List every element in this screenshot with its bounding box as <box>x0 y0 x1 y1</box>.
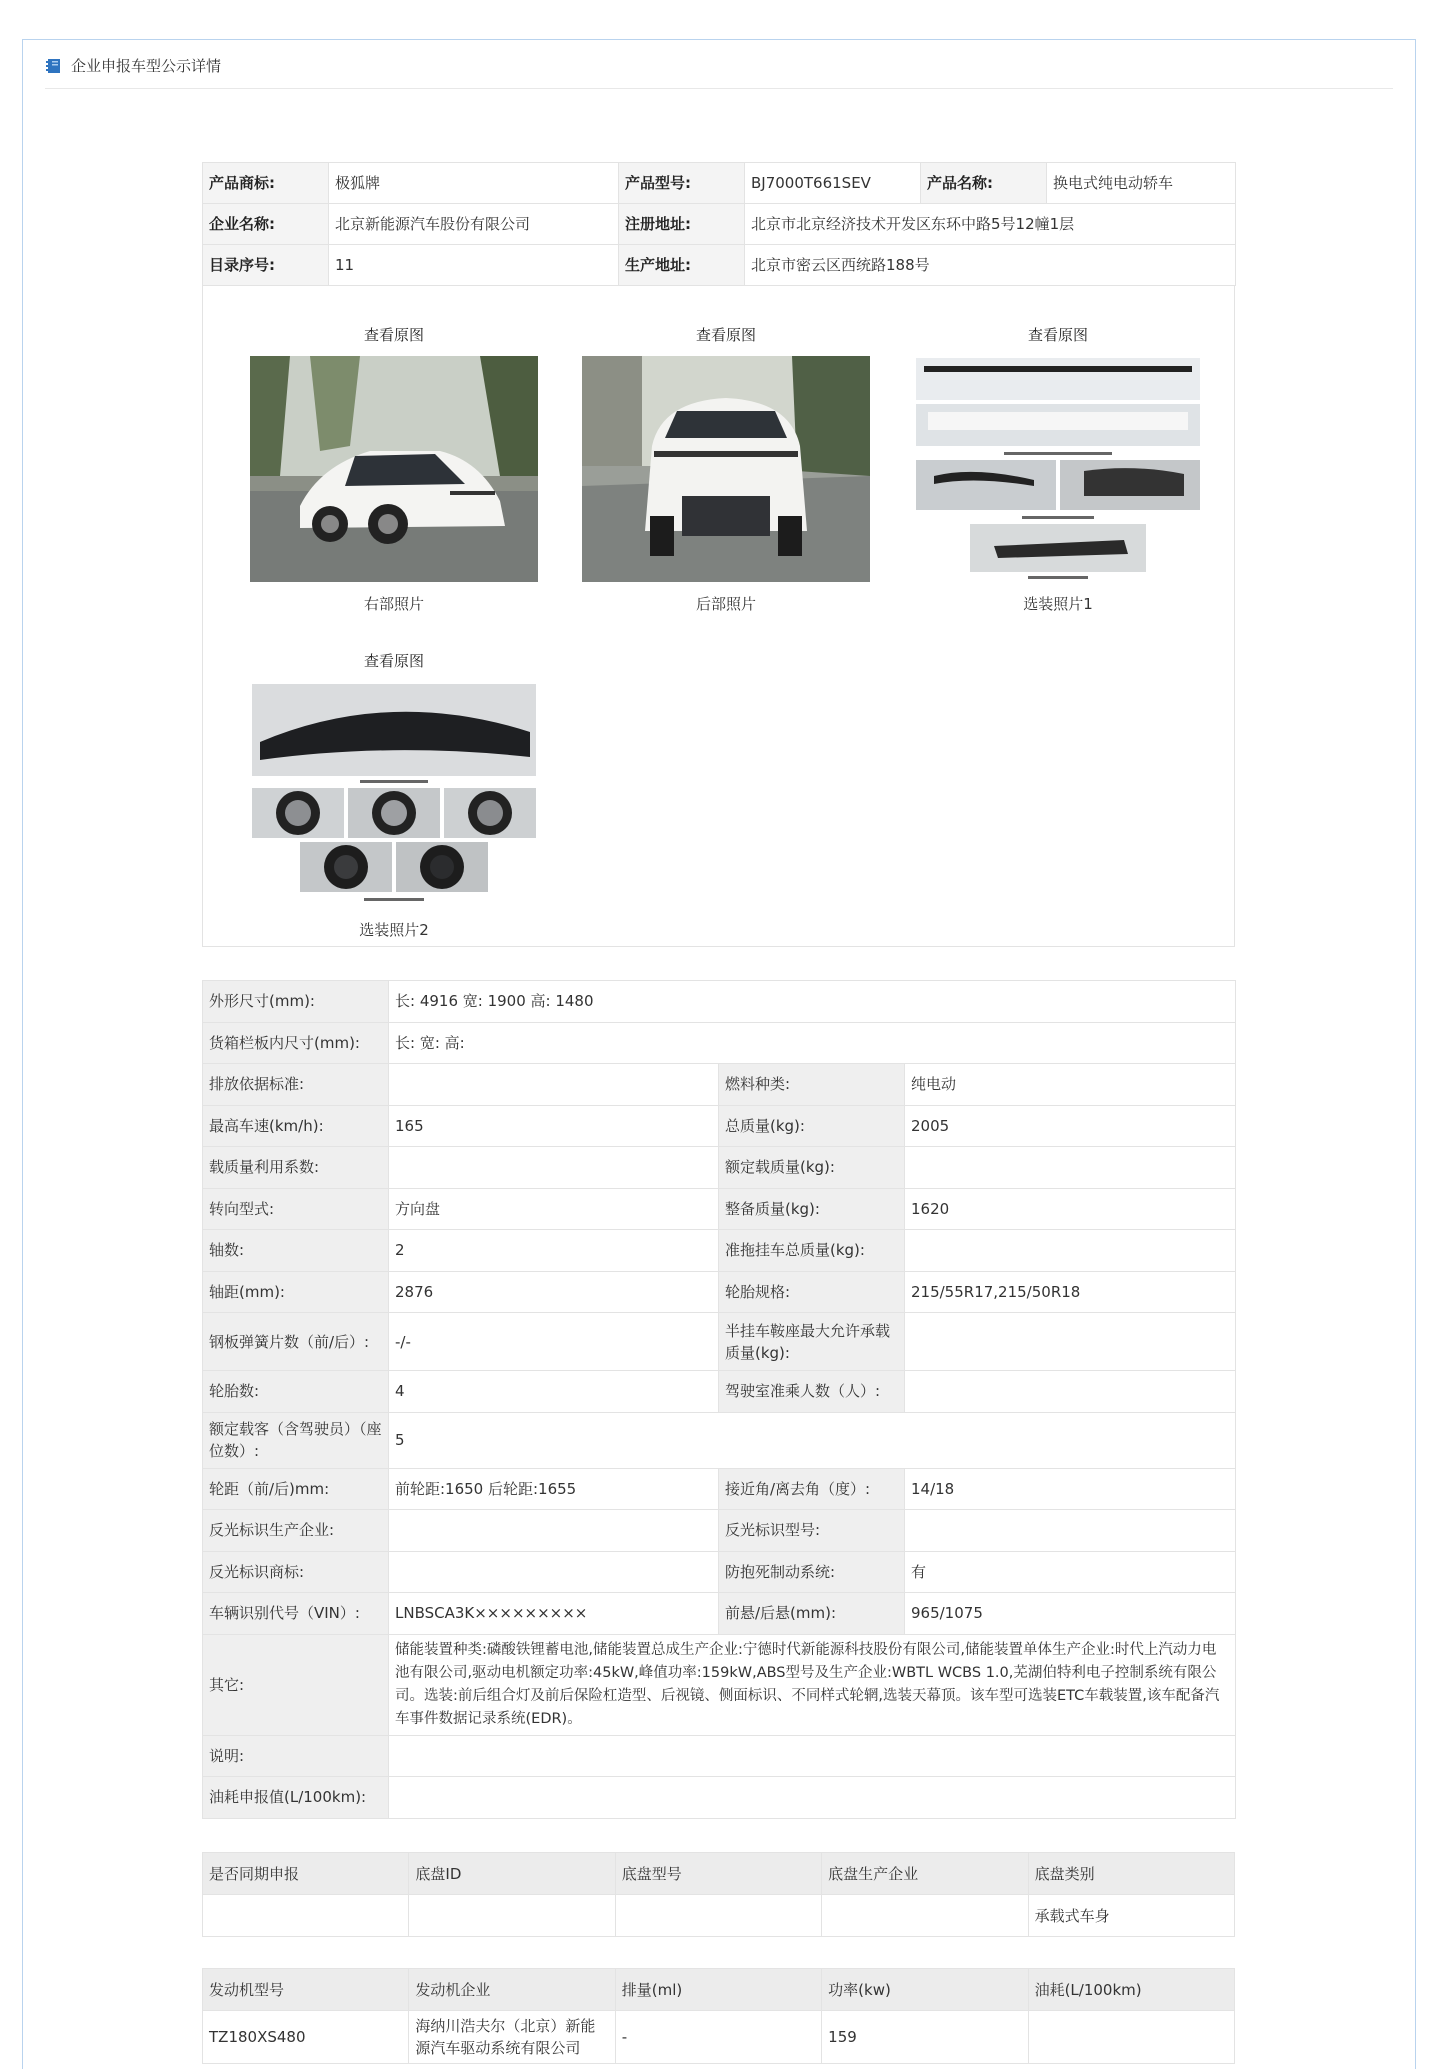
view-original-link[interactable]: 查看原图 <box>1027 326 1088 344</box>
column-header: 功率(kw) <box>822 1969 1028 2011</box>
angle-value: 14/18 <box>905 1468 1236 1510</box>
photo-option-2 <box>249 650 539 940</box>
table-row <box>203 1064 1236 1106</box>
mass-value: 2005 <box>905 1105 1236 1147</box>
dims-value: 长: 4916 宽: 1900 高: 1480 <box>389 981 1236 1023</box>
overhang-label: 前悬/后悬(mm): <box>719 1593 905 1635</box>
tyre-label: 轮胎规格: <box>719 1271 905 1313</box>
rear-photo[interactable] <box>582 356 870 582</box>
table-row <box>203 1510 1236 1552</box>
reg-address-value: 北京市北京经济技术开发区东环中路5号12幢1层 <box>745 204 1236 245</box>
table-cell <box>203 1895 409 1937</box>
table-cell: 海纳川浩夫尔（北京）新能源汽车驱动系统有限公司 <box>409 2011 615 2064</box>
photo-option-1 <box>913 324 1203 614</box>
photo-rear <box>581 324 871 614</box>
mass-label: 总质量(kg): <box>719 1105 905 1147</box>
refl-model-label: 反光标识型号: <box>719 1510 905 1552</box>
cab-value <box>905 1371 1236 1413</box>
cargo-value: 长: 宽: 高: <box>389 1022 1236 1064</box>
spring-value: -/- <box>389 1313 719 1371</box>
other-label: 其它: <box>203 1634 389 1735</box>
detail-panel <box>22 39 1416 2069</box>
note-value <box>389 1735 1236 1777</box>
table-row <box>203 1271 1236 1313</box>
model-value: BJ7000T661SEV <box>745 163 921 204</box>
load-coef-label: 载质量利用系数: <box>203 1147 389 1189</box>
table-cell: - <box>615 2011 821 2064</box>
table-row <box>203 163 1236 204</box>
tyre-value: 215/55R17,215/50R18 <box>905 1271 1236 1313</box>
fuel-cons-value <box>389 1777 1236 1819</box>
abs-label: 防抱死制动系统: <box>719 1551 905 1593</box>
photo-caption: 后部照片 <box>695 595 756 613</box>
axles-value: 2 <box>389 1230 719 1272</box>
dims-label: 外形尺寸(mm): <box>203 981 389 1023</box>
abs-value: 有 <box>905 1551 1236 1593</box>
track-label: 轮距（前/后)mm: <box>203 1468 389 1510</box>
table-row <box>203 1022 1236 1064</box>
curb-label: 整备质量(kg): <box>719 1188 905 1230</box>
model-label: 产品型号: <box>619 163 745 204</box>
trailer-label: 准拖挂车总质量(kg): <box>719 1230 905 1272</box>
angle-label: 接近角/离去角（度）: <box>719 1468 905 1510</box>
axles-label: 轴数: <box>203 1230 389 1272</box>
seats-label: 额定载客（含驾驶员）（座位数）: <box>203 1412 389 1468</box>
prod-address-value: 北京市密云区西统路188号 <box>745 245 1236 286</box>
speed-value: 165 <box>389 1105 719 1147</box>
chassis-table <box>202 1852 1235 1937</box>
table-row <box>203 1188 1236 1230</box>
table-cell <box>1028 2011 1234 2064</box>
view-original-link[interactable]: 查看原图 <box>363 652 424 670</box>
table-row <box>203 1105 1236 1147</box>
brand-value: 极狐牌 <box>329 163 619 204</box>
table-row <box>203 1468 1236 1510</box>
basic-info-table <box>202 162 1235 286</box>
prod-address-label: 生产地址: <box>619 245 745 286</box>
wheelbase-value: 2876 <box>389 1271 719 1313</box>
table-row <box>203 1735 1236 1777</box>
table-cell <box>822 1895 1028 1937</box>
overhang-value: 965/1075 <box>905 1593 1236 1635</box>
refl-maker-label: 反光标识生产企业: <box>203 1510 389 1552</box>
vin-label: 车辆识别代号（VIN）: <box>203 1593 389 1635</box>
table-cell: 159 <box>822 2011 1028 2064</box>
column-header: 底盘ID <box>409 1853 615 1895</box>
option-photo-2[interactable] <box>250 682 538 908</box>
table-header-row <box>203 1853 1235 1895</box>
table-row <box>203 1371 1236 1413</box>
saddle-label: 半挂车鞍座最大允许承载质量(kg): <box>719 1313 905 1371</box>
spring-label: 钢板弹簧片数（前/后）: <box>203 1313 389 1371</box>
table-row <box>203 1412 1236 1468</box>
company-label: 企业名称: <box>203 204 329 245</box>
note-label: 说明: <box>203 1735 389 1777</box>
wheelbase-label: 轴距(mm): <box>203 1271 389 1313</box>
saddle-value <box>905 1313 1236 1371</box>
name-label: 产品名称: <box>921 163 1047 204</box>
column-header: 底盘类别 <box>1028 1853 1234 1895</box>
vin-value: LNBSCA3K××××××××× <box>389 1593 719 1635</box>
column-header: 底盘生产企业 <box>822 1853 1028 1895</box>
table-row <box>203 1147 1236 1189</box>
table-row <box>203 1895 1235 1937</box>
table-row <box>203 1313 1236 1371</box>
tyres-num-label: 轮胎数: <box>203 1371 389 1413</box>
cargo-label: 货箱栏板内尺寸(mm): <box>203 1022 389 1064</box>
catalog-label: 目录序号: <box>203 245 329 286</box>
load-coef-value <box>389 1147 719 1189</box>
photo-caption: 选装照片1 <box>1023 595 1093 613</box>
name-value: 换电式纯电动轿车 <box>1047 163 1236 204</box>
table-row <box>203 1230 1236 1272</box>
trailer-value <box>905 1230 1236 1272</box>
other-value: 储能装置种类:磷酸铁锂蓄电池,储能装置总成生产企业:宁德时代新能源科技股份有限公司,储能装置单体生产企业:时代上汽动力电池有限公司,驱动电机额定功率:45kW,峰值功率:159kW,ABS型号及生产企业:WBTL WCBS 1.0,芜湖伯特利电子控制系统有限公司。选装:前后组合灯及前后保险杠造型、后视镜、侧面标识、不同样式轮辋,选装天幕顶。该车型可选装ETC车载装置,该车配备汽车事件数据记录系统(EDR)。 <box>389 1634 1236 1735</box>
page-title: 企业申报车型公示详情 <box>71 57 222 75</box>
table-row <box>203 981 1236 1023</box>
right-side-photo[interactable] <box>250 356 538 582</box>
fuel-cons-label: 油耗申报值(L/100km): <box>203 1777 389 1819</box>
table-cell <box>409 1895 615 1937</box>
view-original-link[interactable]: 查看原图 <box>363 326 424 344</box>
table-row <box>203 1777 1236 1819</box>
reg-address-label: 注册地址: <box>619 204 745 245</box>
table-cell <box>615 1895 821 1937</box>
column-header: 发动机型号 <box>203 1969 409 2011</box>
emission-label: 排放依据标准: <box>203 1064 389 1106</box>
table-row <box>203 245 1236 286</box>
brand-label: 产品商标: <box>203 163 329 204</box>
table-row <box>203 1634 1236 1735</box>
table-row <box>203 1551 1236 1593</box>
steer-label: 转向型式: <box>203 1188 389 1230</box>
photo-caption: 右部照片 <box>363 595 424 613</box>
track-value: 前轮距:1650 后轮距:1655 <box>389 1468 719 1510</box>
refl-brand-label: 反光标识商标: <box>203 1551 389 1593</box>
photo-gallery <box>202 286 1235 947</box>
table-row <box>203 1593 1236 1635</box>
curb-value: 1620 <box>905 1188 1236 1230</box>
steer-value: 方向盘 <box>389 1188 719 1230</box>
emission-value <box>389 1064 719 1106</box>
column-header: 排量(ml) <box>615 1969 821 2011</box>
speed-label: 最高车速(km/h): <box>203 1105 389 1147</box>
column-header: 发动机企业 <box>409 1969 615 2011</box>
fuel-label: 燃料种类: <box>719 1064 905 1106</box>
photo-caption: 选装照片2 <box>359 921 429 939</box>
table-row <box>203 204 1236 245</box>
company-value: 北京新能源汽车股份有限公司 <box>329 204 619 245</box>
view-original-link[interactable]: 查看原图 <box>695 326 756 344</box>
refl-maker-value <box>389 1510 719 1552</box>
book-icon <box>46 58 61 74</box>
table-cell: 承载式车身 <box>1028 1895 1234 1937</box>
column-header: 底盘型号 <box>615 1853 821 1895</box>
photo-right <box>249 324 539 614</box>
catalog-value: 11 <box>329 245 619 286</box>
refl-model-value <box>905 1510 1236 1552</box>
rated-load-label: 额定载质量(kg): <box>719 1147 905 1189</box>
cab-label: 驾驶室准乘人数（人）: <box>719 1371 905 1413</box>
specs-table <box>202 980 1235 1819</box>
fuel-value: 纯电动 <box>905 1064 1236 1106</box>
option-photo-1[interactable] <box>914 356 1202 582</box>
tyres-num-value: 4 <box>389 1371 719 1413</box>
refl-brand-value <box>389 1551 719 1593</box>
table-header-row <box>203 1969 1235 2011</box>
column-header: 是否同期申报 <box>203 1853 409 1895</box>
column-header: 油耗(L/100km) <box>1028 1969 1234 2011</box>
table-row <box>203 2011 1235 2064</box>
table-cell: TZ180XS480 <box>203 2011 409 2064</box>
panel-header <box>45 56 1393 89</box>
rated-load-value <box>905 1147 1236 1189</box>
seats-value: 5 <box>389 1412 1236 1468</box>
